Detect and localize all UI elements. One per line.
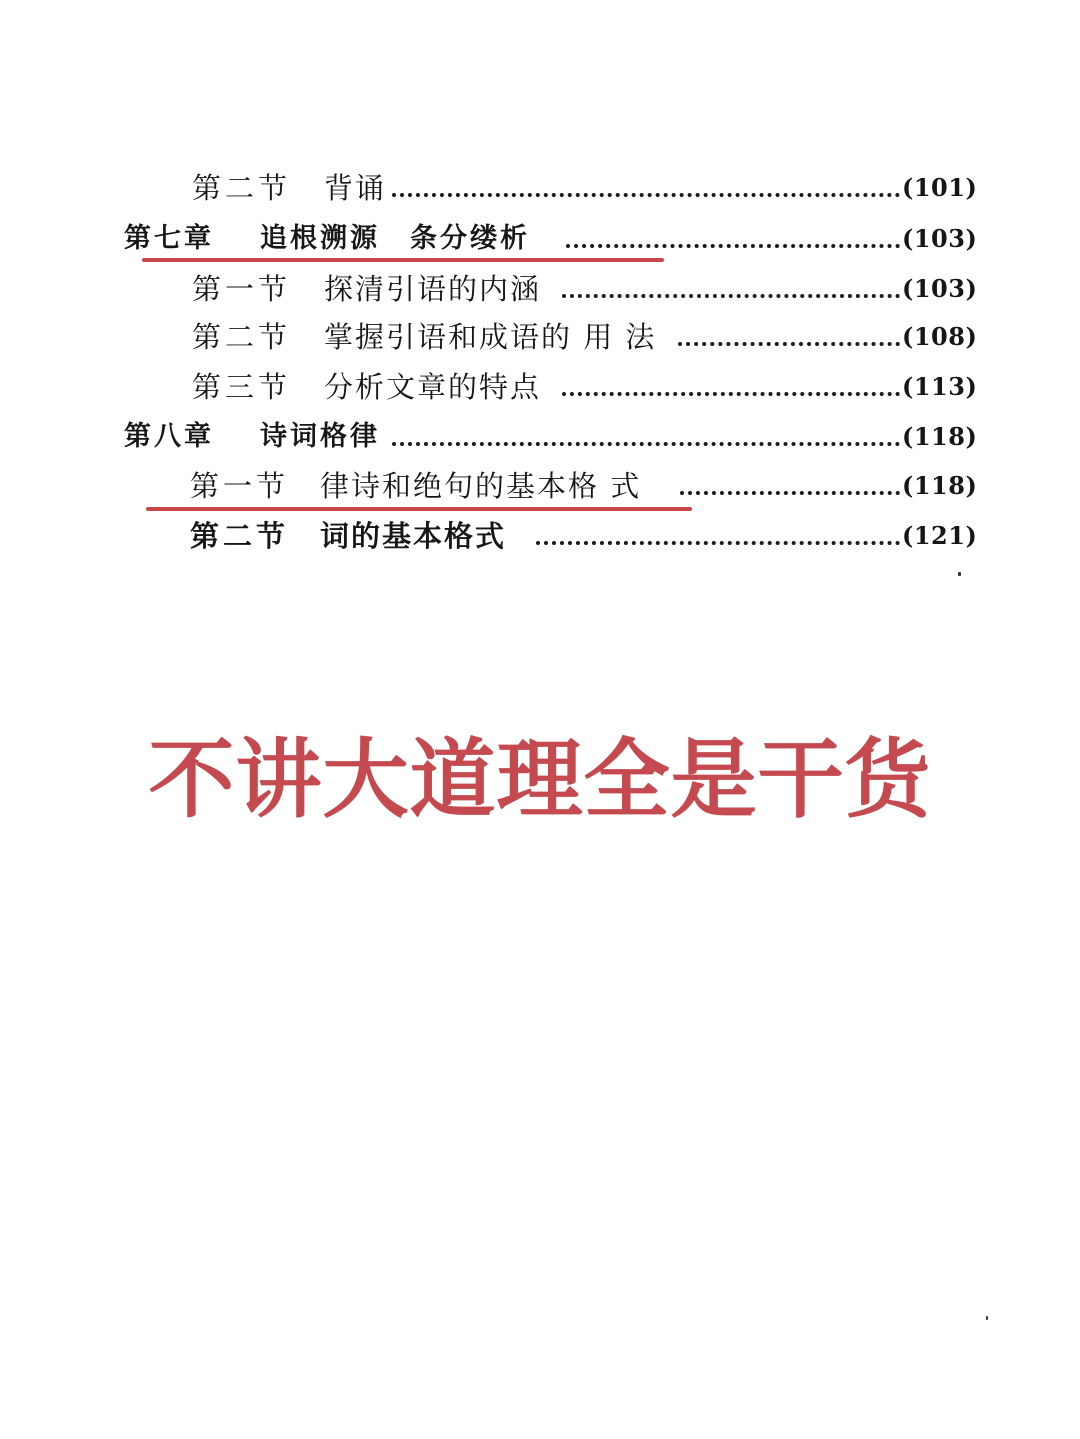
toc-entry-title: 掌握引语和成语的 用 法 [324, 320, 657, 354]
scan-speck [986, 1316, 988, 1320]
toc-entry [0, 514, 1080, 558]
scan-speck [958, 572, 961, 576]
toc-section-number: 第二节 [192, 171, 292, 205]
red-underline-chapter-seven [142, 258, 664, 262]
toc-page-number: (103) [902, 224, 978, 253]
dot-leader [562, 392, 900, 396]
toc-entry-title: 律诗和绝句的基本格 式 [320, 469, 642, 503]
toc-page-number: (118) [902, 471, 978, 500]
toc-chapter-number: 第八章 [124, 421, 214, 452]
toc-entry [0, 464, 1080, 508]
slogan-banner: 不讲大道理全是干货 [148, 729, 932, 830]
red-underline-section-one [146, 507, 692, 511]
toc-entry-title: 探清引语的内涵 [324, 272, 542, 306]
toc-page-number: (103) [902, 274, 978, 303]
toc-section-number: 第一节 [190, 469, 290, 503]
toc-section-number: 第二节 [190, 519, 290, 553]
table-of-contents [0, 0, 1080, 600]
toc-chapter-number: 第七章 [124, 223, 214, 254]
toc-entry-title: 分析文章的特点 [324, 370, 542, 404]
toc-page-number: (108) [902, 322, 978, 351]
dot-leader [680, 491, 900, 495]
dot-leader [562, 294, 900, 298]
toc-section-number: 第一节 [192, 272, 292, 306]
dot-leader [392, 193, 900, 197]
dot-leader [536, 541, 900, 545]
toc-entry-title: 背诵 [324, 171, 387, 205]
toc-page-number: (121) [902, 521, 978, 550]
toc-entry-title: 诗词格律 [260, 421, 380, 452]
dot-leader [566, 244, 900, 248]
dot-leader [392, 442, 900, 446]
toc-section-number: 第三节 [192, 370, 292, 404]
toc-entry [0, 267, 1080, 311]
toc-entry [0, 365, 1080, 409]
toc-entry [0, 415, 1080, 459]
toc-entry [0, 315, 1080, 359]
toc-section-number: 第二节 [192, 320, 292, 354]
toc-entry [0, 166, 1080, 210]
toc-entry-title: 词的基本格式 [320, 519, 507, 553]
toc-entry-title: 追根溯源 条分缕析 [260, 223, 530, 254]
toc-page-number: (101) [902, 173, 978, 202]
dot-leader [678, 342, 900, 346]
toc-page-number: (113) [902, 372, 978, 401]
toc-page-number: (118) [902, 422, 978, 451]
toc-entry [0, 217, 1080, 261]
